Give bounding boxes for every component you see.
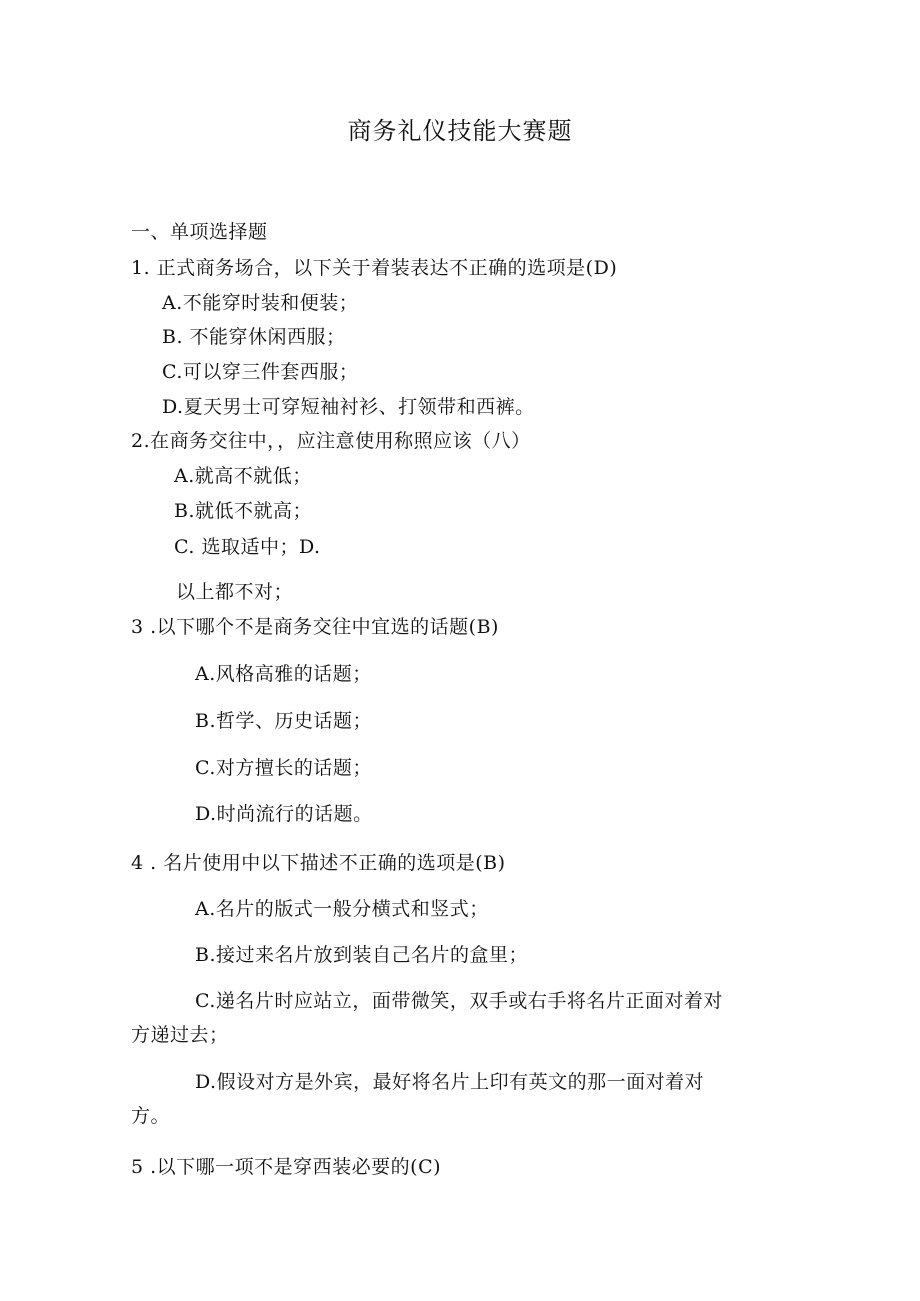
question-5-stem: 5 .以下哪一项不是穿西装必要的(C) xyxy=(131,1156,442,1178)
question-1-option-c: C.可以穿三件套西服； xyxy=(162,361,359,383)
question-1-option-a: A.不能穿时装和便装； xyxy=(162,292,359,314)
question-1-option-b: B. 不能穿休闲西服； xyxy=(162,326,346,348)
question-4-option-d-continued: 方。 xyxy=(131,1105,171,1127)
question-2-option-d: 以上都不对； xyxy=(176,581,294,603)
question-4-option-c-continued: 方递过去； xyxy=(131,1024,229,1046)
question-1-option-d: D.夏天男士可穿短袖衬衫、打领带和西裤。 xyxy=(162,396,535,418)
question-4-option-a: A.名片的版式一般分横式和竖式； xyxy=(195,898,489,920)
question-1-stem: 1. 正式商务场合，以下关于着装表达不正确的选项是(D) xyxy=(131,257,618,279)
document-title: 商务礼仪技能大赛题 xyxy=(347,117,573,145)
question-3-stem: 3 .以下哪个不是商务交往中宜选的话题(B) xyxy=(131,616,499,638)
question-2-option-a: A.就高不就低； xyxy=(174,465,312,487)
question-3-option-c: C.对方擅长的话题； xyxy=(195,757,372,779)
section-heading: 一、单项选择题 xyxy=(131,221,268,243)
question-2-stem: 2.在商务交往中，，应注意使用称照应该（八） xyxy=(131,430,531,452)
question-3-option-b: B.哲学、历史话题； xyxy=(195,710,373,732)
question-4-stem: 4 . 名片使用中以下描述不正确的选项是(B) xyxy=(131,852,506,874)
question-4-option-d: D.假设对方是外宾，最好将名片上印有英文的那一面对着对 xyxy=(195,1071,705,1093)
question-3-option-a: A.风格高雅的话题； xyxy=(195,663,372,685)
question-4-option-b: B.接过来名片放到装自己名片的盒里； xyxy=(195,944,529,966)
question-2-option-b: B.就低不就高； xyxy=(174,500,313,522)
question-4-option-c: C.递名片时应站立，面带微笑，双手或右手将名片正面对着对 xyxy=(195,990,723,1012)
question-2-option-c: C. 选取适中；D. xyxy=(174,536,321,558)
question-3-option-d: D.时尚流行的话题。 xyxy=(195,803,373,825)
